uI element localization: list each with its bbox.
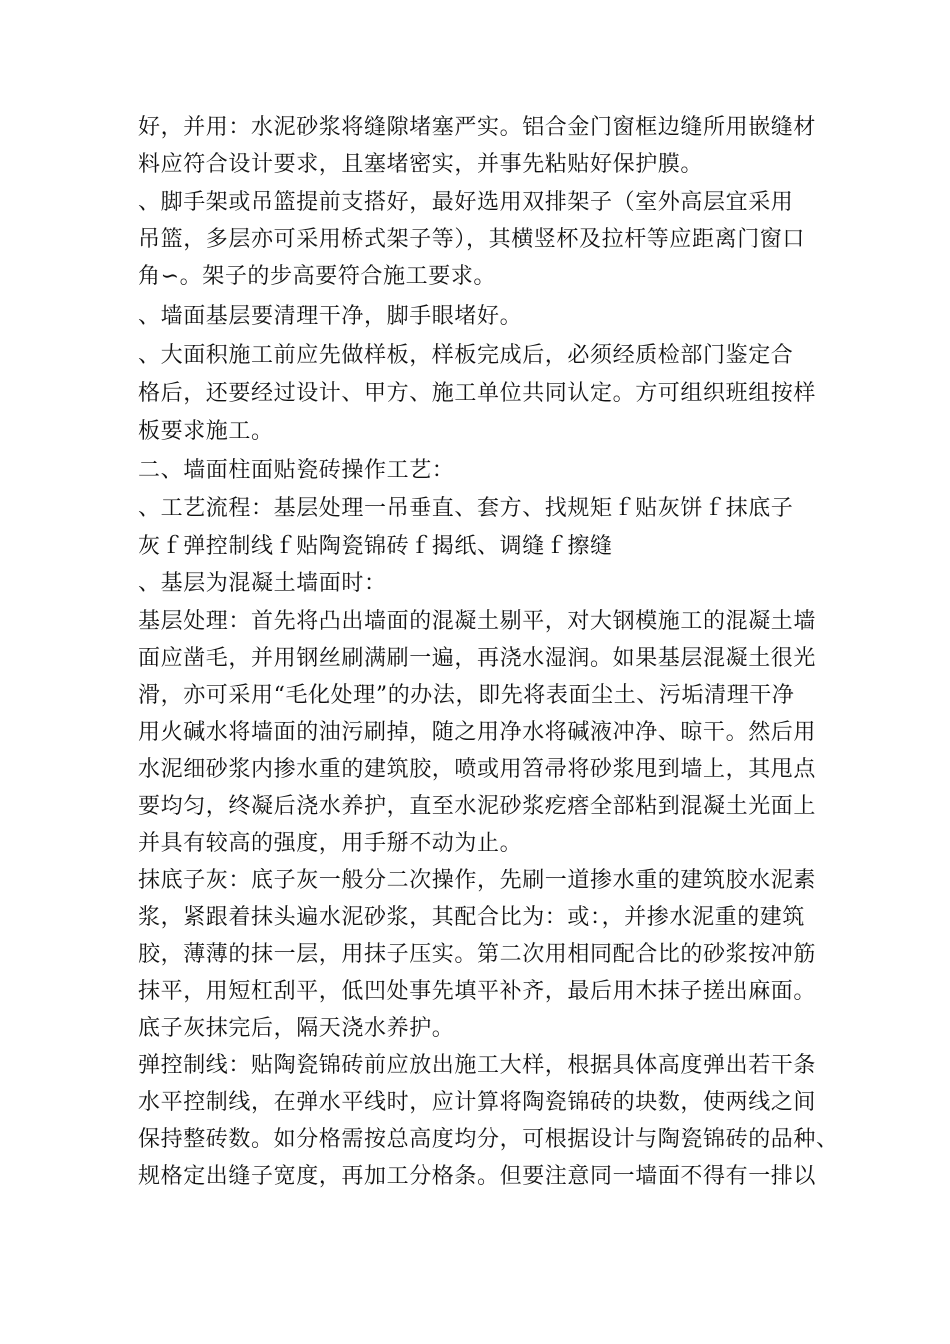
text-line: 并具有较高的强度，用手掰不动为止。 [138, 831, 523, 856]
text-line: 要均匀，终凝后浇水养护，直至水泥砂浆疙瘩全部粘到混凝土光面上 [138, 794, 817, 819]
text-line: 面应凿毛，并用钢丝刷满刷一遍，再浇水湿润。如果基层混凝土很光 [138, 646, 817, 671]
text-line: 抹底子灰：底子灰一般分二次操作，先刷一道掺水重的建筑胶水泥素 [138, 868, 817, 893]
text-line: 吊篮，多层亦可采用桥式架子等），其横竖杯及拉杆等应距离门窗口 [138, 227, 806, 252]
text-line: 料应符合设计要求，且塞堵密实，并事先粘贴好保护膜。 [138, 152, 704, 177]
text-line: 好，并用：水泥砂浆将缝隙堵塞严实。铝合金门窗框边缝所用嵌缝材 [138, 115, 817, 140]
text-line: 抹平，用短杠刮平，低凹处事先填平补齐，最后用木抹子搓出麻面。 [138, 979, 817, 1004]
text-line: 规格定出缝子宽度，再加工分格条。但要注意同一墙面不得有一排以 [138, 1164, 817, 1189]
text-line: 、脚手架或吊篮提前支搭好，最好选用双排架子（室外高层宜采用 [138, 190, 794, 215]
text-line: 水平控制线，在弹水平线时，应计算将陶瓷锦砖的块数，使两线之间 [138, 1090, 817, 1115]
text-line: 水泥细砂浆内掺水重的建筑胶，喷或用笤帚将砂浆甩到墙上，其甩点 [138, 757, 817, 782]
text-line: 、工艺流程：基层处理一吊垂直、套方、找规矩ｆ贴灰饼ｆ抹底子 [138, 496, 794, 521]
text-line: 用火碱水将墙面的油污刷掉，随之用净水将碱液冲净、晾干。然后用 [138, 720, 817, 745]
text-line: 、基层为混凝土墙面时： [138, 571, 387, 596]
text-line: 、大面积施工前应先做样板，样板完成后，必须经质检部门鉴定合 [138, 343, 794, 368]
text-line: 板要求施工。 [138, 419, 274, 444]
text-line: 底子灰抹完后，隔天浇水养护。 [138, 1016, 455, 1041]
text-line: 格后，还要经过设计、甲方、施工单位共同认定。方可组织班组按样 [138, 381, 817, 406]
text-line: 弹控制线：贴陶瓷锦砖前应放出施工大样，根据具体高度弹出若干条 [138, 1053, 817, 1078]
text-line: 滑，亦可采用“毛化处理”的办法，即先将表面尘土、污垢清理干净 [138, 683, 795, 708]
text-line: 角∽。架子的步高要符合施工要求。 [138, 264, 497, 289]
text-line: 保持整砖数。如分格需按总高度均分，可根据设计与陶瓷锦砖的品种、 [138, 1127, 839, 1152]
text-line: 、墙面基层要清理干净，脚手眼堵好。 [138, 304, 523, 329]
text-line: 胶，薄薄的抹一层，用抹子压实。第二次用相同配合比的砂浆按冲筋 [138, 942, 817, 967]
text-line: 基层处理：首先将凸出墙面的混凝土剔平，对大钢模施工的混凝土墙 [138, 609, 817, 634]
text-line: 浆，紧跟着抹头遍水泥砂浆，其配合比为：或：，并掺水泥重的建筑 [138, 905, 806, 930]
section-heading: 二、墙面柱面贴瓷砖操作工艺： [138, 458, 455, 483]
text-line: 灰ｆ弹控制线ｆ贴陶瓷锦砖ｆ揭纸、调缝ｆ擦缝 [138, 534, 613, 559]
